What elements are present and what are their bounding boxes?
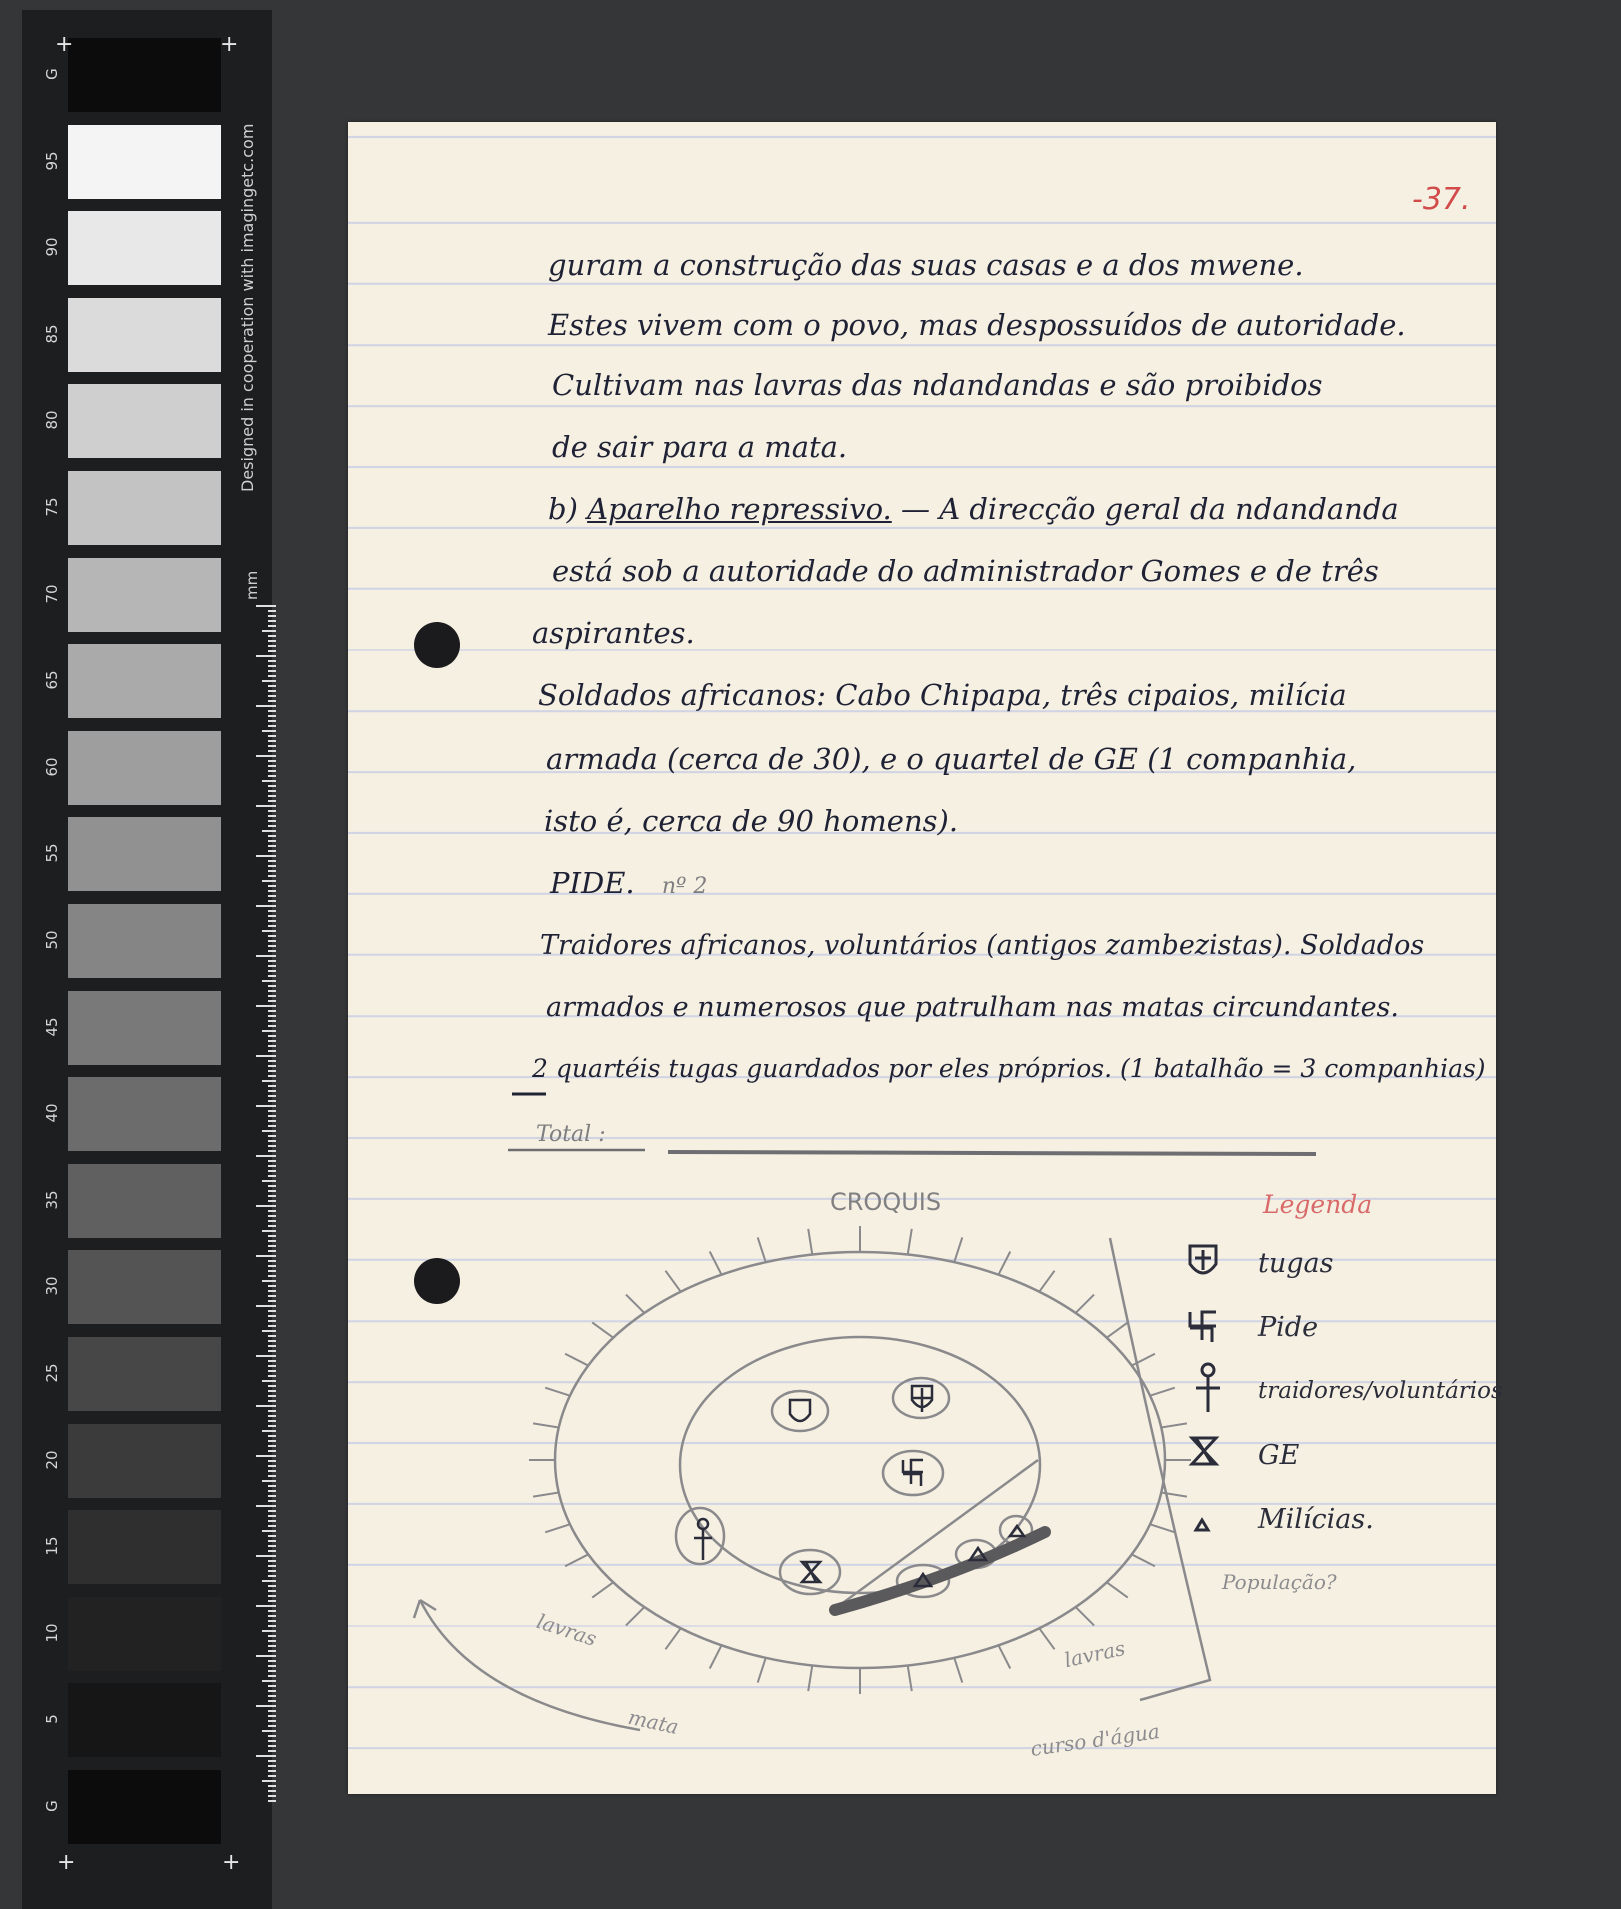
pide-heading: PIDE. [550, 866, 635, 900]
registration-mark: + [55, 32, 74, 57]
text-line: Traidores africanos, voluntários (antigos zambezistas). Soldados [540, 930, 1425, 961]
map-label: lavras [533, 1609, 600, 1651]
swastika-icon [1190, 1312, 1216, 1342]
shield-icon [912, 1386, 932, 1412]
forest-hatch [626, 1295, 644, 1313]
forest-hatch [665, 1628, 680, 1649]
gray-level-label: 50 [43, 930, 61, 950]
gray-level-label: 85 [43, 324, 61, 344]
forest-hatch [808, 1229, 812, 1255]
shield-icon [790, 1400, 810, 1421]
text-line: armados e numerosos que patrulham nas matas circundantes. [546, 992, 1399, 1023]
pide-note: nº 2 [661, 874, 708, 899]
text-line: isto é, cerca de 90 homens). [544, 804, 959, 838]
forest-hatch [592, 1582, 613, 1597]
mata-arrow [420, 1600, 640, 1730]
text-line: guram a construção das suas casas e a dos mwene. [548, 248, 1304, 282]
total-label: Total : [536, 1122, 606, 1147]
gray-level-label: 30 [43, 1276, 61, 1296]
forest-hatch [1150, 1524, 1175, 1532]
gray-level-label: 55 [43, 843, 61, 863]
forest-hatch [545, 1524, 570, 1532]
forest-hatch [908, 1229, 912, 1255]
forest-hatch [592, 1322, 613, 1337]
forest-hatch [545, 1388, 570, 1396]
gray-level-label: 10 [43, 1623, 61, 1643]
forest-hatch [758, 1658, 766, 1683]
cross-figure-icon [1202, 1364, 1214, 1376]
gray-level-label: 35 [43, 1190, 61, 1210]
forest-hatch [998, 1645, 1010, 1668]
legend-label: GE [1258, 1440, 1300, 1471]
forest-hatch [710, 1252, 722, 1275]
zone [772, 1391, 828, 1431]
gray-level-label: 20 [43, 1450, 61, 1470]
hourglass-x-icon [802, 1562, 820, 1582]
forest-hatch [908, 1665, 912, 1691]
gray-level-label: 70 [43, 584, 61, 604]
forest-hatch [1107, 1582, 1128, 1597]
legend-label: Pide [1258, 1312, 1319, 1343]
population-note: População? [1222, 1570, 1337, 1594]
registration-mark: + [222, 1850, 241, 1875]
cross-figure-icon [1196, 1376, 1220, 1412]
section-letter: b) [548, 492, 578, 526]
swastika-icon [903, 1460, 923, 1486]
text-line: Cultivam nas lavras das ndandandas e são proibidos [552, 368, 1323, 402]
forest-hatch [998, 1252, 1010, 1275]
text-line: 2 quartéis tugas guardados por eles próprios. (1 batalhão = 3 companhias) [532, 1054, 1486, 1083]
forest-hatch [954, 1658, 962, 1683]
forest-hatch [1076, 1295, 1094, 1313]
forest-hatch [1132, 1554, 1155, 1566]
registration-mark: + [57, 1850, 76, 1875]
legend-label: tugas [1258, 1248, 1334, 1279]
diagonal-line [840, 1460, 1038, 1605]
forest-hatch [1161, 1423, 1187, 1427]
legend-label: Milícias. [1258, 1504, 1374, 1535]
map-label: mata [626, 1704, 681, 1740]
gray-level-label: G [43, 68, 61, 80]
forest-hatch [665, 1271, 680, 1292]
gray-level-label: 80 [43, 410, 61, 430]
text-line: Estes vivem com o povo, mas despossuídos de autoridade. [548, 308, 1406, 342]
forest-hatch [565, 1354, 588, 1366]
gray-level-label: 60 [43, 757, 61, 777]
forest-hatch [1039, 1271, 1054, 1292]
road [835, 1532, 1045, 1610]
shield-icon [1190, 1246, 1216, 1273]
watercourse [1110, 1238, 1210, 1700]
section-heading: Aparelho repressivo. [587, 492, 892, 526]
gray-level-label: 75 [43, 497, 61, 517]
triangle-icon [1010, 1526, 1024, 1536]
forest-hatch [710, 1645, 722, 1668]
section-rest: — A direcção geral da ndandanda [900, 492, 1399, 526]
gray-level-label: 25 [43, 1363, 61, 1383]
zone [676, 1508, 724, 1564]
legend-label: traidores/voluntários [1258, 1378, 1503, 1404]
page-number: -37. [1412, 182, 1471, 217]
gray-level-label: 90 [43, 237, 61, 257]
gray-level-label: 15 [43, 1536, 61, 1556]
text-line: armada (cerca de 30), e o quartel de GE (1 companhia, [546, 742, 1357, 776]
forest-hatch [1161, 1493, 1187, 1497]
forest-hatch [533, 1423, 559, 1427]
gray-level-label: G [43, 1800, 61, 1812]
sketch-title: CROQUIS [830, 1188, 942, 1216]
gray-level-label: 95 [43, 151, 61, 171]
forest-hatch [1107, 1322, 1128, 1337]
triangle-icon [1196, 1520, 1208, 1530]
gray-level-label: 45 [43, 1017, 61, 1037]
legend-title: Legenda [1263, 1190, 1373, 1219]
forest-hatch [954, 1237, 962, 1262]
text-line: aspirantes. [532, 616, 695, 650]
text-line: está sob a autoridade do administrador Gomes e de três [552, 554, 1379, 588]
hourglass-x-icon [1192, 1438, 1216, 1464]
total-line [668, 1152, 1316, 1154]
gray-level-label: 5 [43, 1714, 61, 1725]
forest-hatch [808, 1665, 812, 1691]
forest-hatch [533, 1493, 559, 1497]
forest-hatch [626, 1607, 644, 1625]
forest-hatch [1076, 1607, 1094, 1625]
forest-hatch [1150, 1388, 1175, 1396]
gray-level-label: 40 [43, 1103, 61, 1123]
map-label: curso d'água [1028, 1719, 1162, 1761]
text-line: Soldados africanos: Cabo Chipapa, três cipaios, milícia [538, 678, 1347, 712]
map-label: lavras [1062, 1635, 1128, 1673]
forest-hatch [1039, 1628, 1054, 1649]
forest-hatch [758, 1237, 766, 1262]
text-line: de sair para a mata. [552, 430, 848, 464]
forest-hatch [565, 1554, 588, 1566]
registration-mark: + [220, 32, 239, 57]
gray-level-label: 65 [43, 670, 61, 690]
